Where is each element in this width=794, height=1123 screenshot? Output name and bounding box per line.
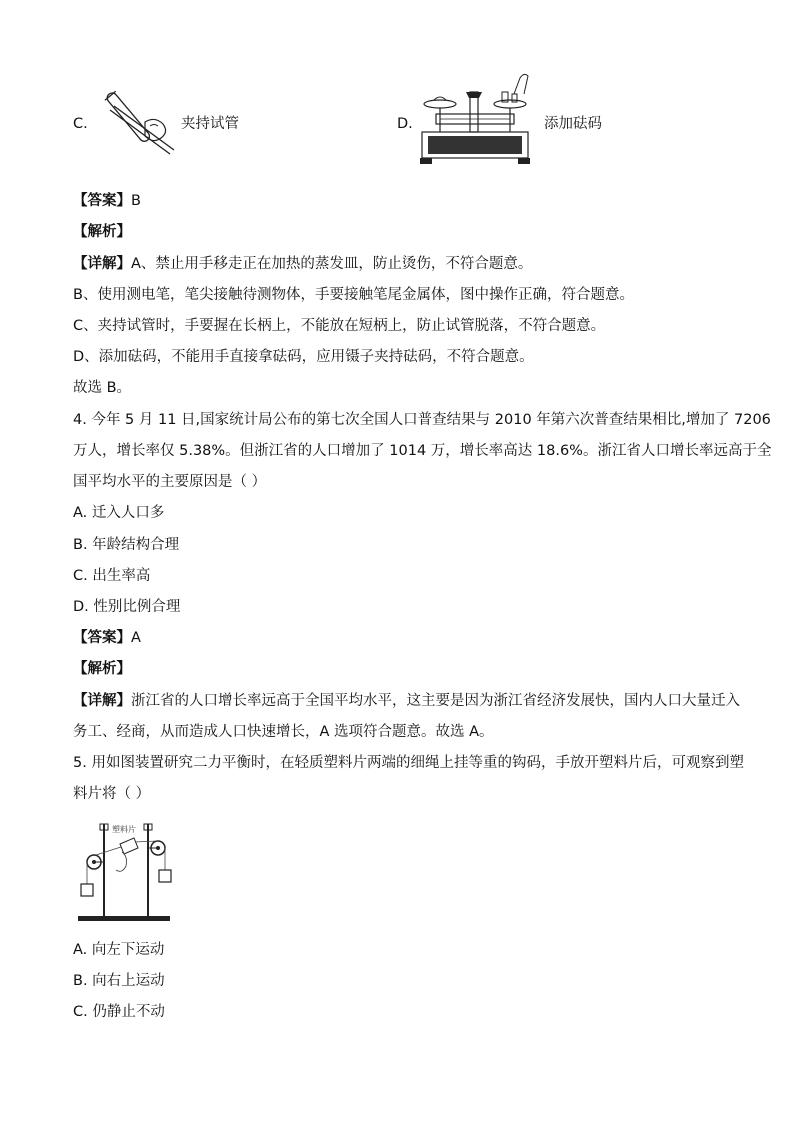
q4-option-c: C. 出生率高 bbox=[73, 568, 151, 584]
option-d-letter: D. bbox=[397, 116, 413, 132]
q5-option-c: C. 仍静止不动 bbox=[73, 1004, 165, 1020]
detail-text: 浙江省的人口增长率远高于全国平均水平，这主要是因为浙江省经济发展快，国内人口大量迁入 bbox=[131, 693, 740, 709]
q4-option-b: B. 年龄结构合理 bbox=[73, 537, 180, 553]
figure-label: 塑料片 bbox=[112, 825, 136, 834]
q3-conclusion: 故选 B。 bbox=[73, 380, 132, 396]
q3-detail-line-3: C、夹持试管时，手要握在长柄上，不能放在短柄上，防止试管脱落，不符合题意。 bbox=[73, 318, 606, 334]
q4-stem-line-1: 4. 今年 5 月 11 日,国家统计局公布的第七次全国人口普查结果与 2010 年第六次普查结果相比,增加了 7206 bbox=[73, 412, 771, 428]
detail-tag: 【详解】 bbox=[73, 256, 131, 272]
q4-answer bbox=[73, 628, 141, 648]
q4-option-a: A. 迁入人口多 bbox=[73, 505, 165, 521]
q5-option-a: A. 向左下运动 bbox=[73, 942, 165, 958]
q5-stem-line-1: 5. 用如图装置研究二力平衡时，在轻质塑料片两端的细绳上挂等重的钩码，手放开塑料片后，可观察到塑 bbox=[73, 755, 744, 771]
q4-option-d: D. 性别比例合理 bbox=[73, 599, 181, 615]
option-c-text: 夹持试管 bbox=[181, 116, 239, 132]
q3-answer bbox=[73, 191, 141, 211]
answer-value: B bbox=[131, 193, 141, 209]
q5-stem-line-2: 料片将（ ） bbox=[73, 786, 151, 802]
answer-value: A bbox=[131, 630, 141, 646]
test-tube-holding-figure bbox=[90, 82, 180, 162]
q3-detail-line-1 bbox=[73, 254, 532, 274]
two-force-balance-apparatus-figure bbox=[74, 818, 174, 924]
detail-tag: 【详解】 bbox=[73, 693, 131, 709]
q3-detail-line-2: B、使用测电笔，笔尖接触待测物体，手要接触笔尾金属体，图中操作正确，符合题意。 bbox=[73, 287, 634, 303]
option-c-letter: C. bbox=[73, 116, 88, 132]
q4-detail-line-2: 务工、经商，从而造成人口快速增长，A 选项符合题意。故选 A。 bbox=[73, 724, 494, 740]
q5-option-b: B. 向右上运动 bbox=[73, 973, 165, 989]
answer-tag: 【答案】 bbox=[73, 630, 131, 646]
q4-stem-line-2: 万人，增长率仅 5.38%。但浙江省的人口增加了 1014 万，增长率高达 18.6%。浙江省人口增长率远高于全 bbox=[73, 443, 772, 459]
q4-stem-line-3: 国平均水平的主要原因是（ ） bbox=[73, 474, 267, 490]
option-d-text: 添加砝码 bbox=[544, 116, 602, 132]
balance-scale-figure bbox=[418, 70, 533, 170]
q4-detail-line-1 bbox=[73, 691, 740, 711]
q4-analysis-tag: 【解析】 bbox=[73, 661, 131, 677]
answer-tag: 【答案】 bbox=[73, 193, 131, 209]
detail-text: A、禁止用手移走正在加热的蒸发皿，防止烫伤，不符合题意。 bbox=[131, 256, 533, 272]
q3-analysis-tag: 【解析】 bbox=[73, 224, 131, 240]
q3-detail-line-4: D、添加砝码，不能用手直接拿砝码，应用镊子夹持砝码，不符合题意。 bbox=[73, 349, 534, 365]
